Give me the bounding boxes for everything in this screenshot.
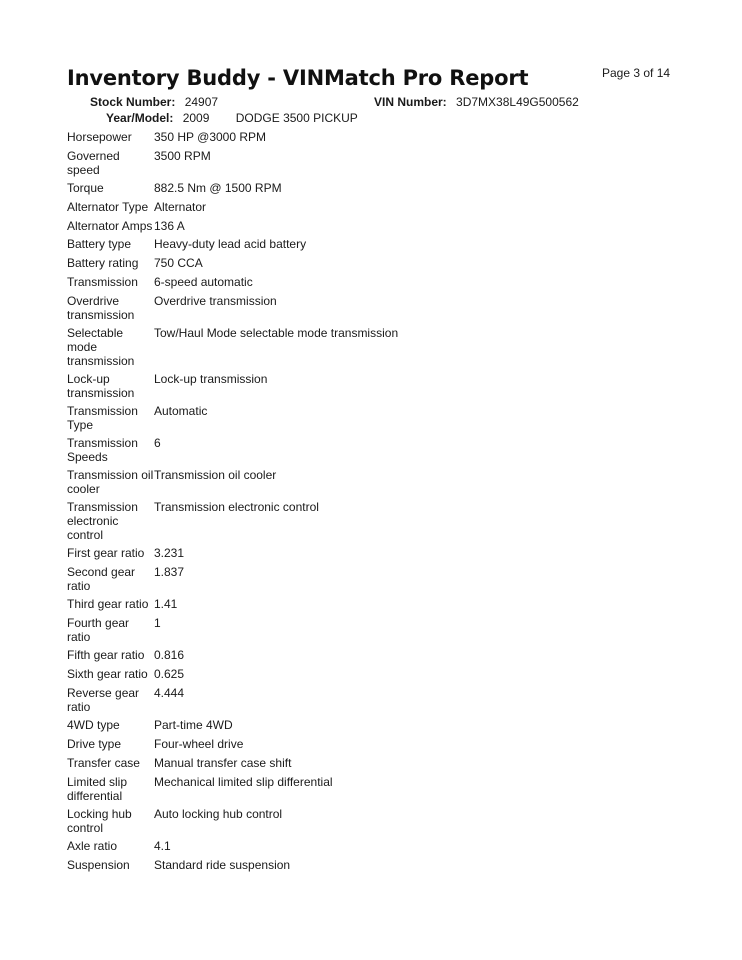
spec-label: Torque (67, 181, 104, 195)
spec-row (67, 294, 667, 322)
spec-value: 750 CCA (154, 256, 203, 270)
spec-value: Transmission oil cooler (154, 468, 277, 482)
spec-value: 1 (154, 616, 161, 630)
spec-row (67, 686, 667, 714)
spec-label: Transmission (67, 275, 138, 289)
spec-label: Horsepower (67, 130, 132, 144)
spec-row (67, 275, 667, 289)
spec-row (67, 130, 667, 144)
spec-row (67, 616, 667, 644)
spec-value: 136 A (154, 219, 185, 233)
stock-number (90, 95, 218, 109)
spec-row (67, 500, 667, 542)
spec-value: 3500 RPM (154, 149, 211, 163)
spec-value: 1.837 (154, 565, 185, 579)
spec-row (67, 372, 667, 400)
spec-value: 4.1 (154, 839, 171, 853)
spec-value: Manual transfer case shift (154, 756, 292, 770)
spec-label: Transmission Speeds (67, 436, 138, 464)
spec-label: Transfer case (67, 756, 140, 770)
year-model-label: Year/Model: (106, 111, 174, 125)
spec-value: Mechanical limited slip differential (154, 775, 333, 789)
spec-label: 4WD type (67, 718, 120, 732)
vin-number (374, 95, 579, 109)
spec-value: 882.5 Nm @ 1500 RPM (154, 181, 282, 195)
spec-label: Alternator Type (67, 200, 149, 214)
spec-value: Heavy-duty lead acid battery (154, 237, 307, 251)
spec-value: Alternator (154, 200, 207, 214)
spec-row (67, 839, 667, 853)
spec-label: Third gear ratio (67, 597, 149, 611)
spec-row (67, 219, 667, 233)
page-number: Page 3 of 14 (602, 66, 671, 80)
spec-row (67, 468, 667, 496)
spec-row (67, 181, 667, 195)
spec-row (67, 648, 667, 662)
stock-number-value: 24907 (184, 95, 219, 109)
spec-value: Automatic (154, 404, 208, 418)
spec-value: 0.816 (154, 648, 185, 662)
spec-value: 6-speed automatic (154, 275, 253, 289)
spec-label: Locking hub control (67, 807, 132, 835)
stock-number-label: Stock Number: (90, 95, 176, 109)
spec-table (67, 130, 667, 872)
spec-value: Overdrive transmission (154, 294, 277, 308)
spec-row (67, 200, 667, 214)
spec-label: Sixth gear ratio (67, 667, 148, 681)
spec-label: Lock-up transmission (67, 372, 135, 400)
spec-row (67, 404, 667, 432)
spec-value: Lock-up transmission (154, 372, 268, 386)
spec-row (67, 326, 667, 368)
spec-label: Battery type (67, 237, 132, 251)
report-title: Inventory Buddy - VINMatch Pro Report (67, 66, 529, 90)
spec-row (67, 667, 667, 681)
spec-row (67, 597, 667, 611)
spec-label: Drive type (67, 737, 122, 751)
spec-row (67, 565, 667, 593)
spec-row (67, 546, 667, 560)
spec-value: 350 HP @3000 RPM (154, 130, 267, 144)
spec-label: First gear ratio (67, 546, 145, 560)
spec-row (67, 807, 667, 835)
spec-value: Transmission electronic control (154, 500, 319, 514)
spec-row (67, 149, 667, 177)
spec-row (67, 237, 667, 251)
model-value: DODGE 3500 PICKUP (235, 111, 358, 125)
spec-label: Fourth gear ratio (67, 616, 130, 644)
spec-label: Battery rating (67, 256, 139, 270)
spec-value: 0.625 (154, 667, 185, 681)
spec-label: Overdrive transmission (67, 294, 135, 322)
spec-row (67, 718, 667, 732)
spec-value: Four-wheel drive (154, 737, 244, 751)
spec-label: Axle ratio (67, 839, 118, 853)
spec-label: Limited slip differential (67, 775, 128, 803)
spec-value: Auto locking hub control (154, 807, 283, 821)
spec-label: Transmission electronic control (67, 500, 138, 542)
spec-value: 6 (154, 436, 161, 450)
spec-label: Governed speed (67, 149, 120, 177)
spec-value: Tow/Haul Mode selectable mode transmission (154, 326, 399, 340)
spec-value: 4.444 (154, 686, 185, 700)
spec-label: Alternator Amps (67, 219, 153, 233)
spec-value: 3.231 (154, 546, 185, 560)
spec-row (67, 436, 667, 464)
spec-label: Reverse gear ratio (67, 686, 140, 714)
spec-label: Transmission oil cooler (67, 468, 154, 496)
spec-label: Transmission Type (67, 404, 138, 432)
spec-value: Part-time 4WD (154, 718, 233, 732)
spec-value: 1.41 (154, 597, 178, 611)
spec-row (67, 256, 667, 270)
spec-row (67, 756, 667, 770)
spec-value: Standard ride suspension (154, 858, 291, 872)
spec-label: Second gear ratio (67, 565, 136, 593)
vin-number-label: VIN Number: (374, 95, 447, 109)
spec-label: Fifth gear ratio (67, 648, 145, 662)
spec-label: Selectable mode transmission (67, 326, 135, 368)
spec-row (67, 858, 667, 872)
spec-row (67, 737, 667, 751)
year-value: 2009 (182, 111, 210, 125)
vin-number-value: 3D7MX38L49G500562 (456, 95, 579, 109)
spec-label: Suspension (67, 858, 130, 872)
spec-row (67, 775, 667, 803)
year-model (106, 111, 358, 125)
